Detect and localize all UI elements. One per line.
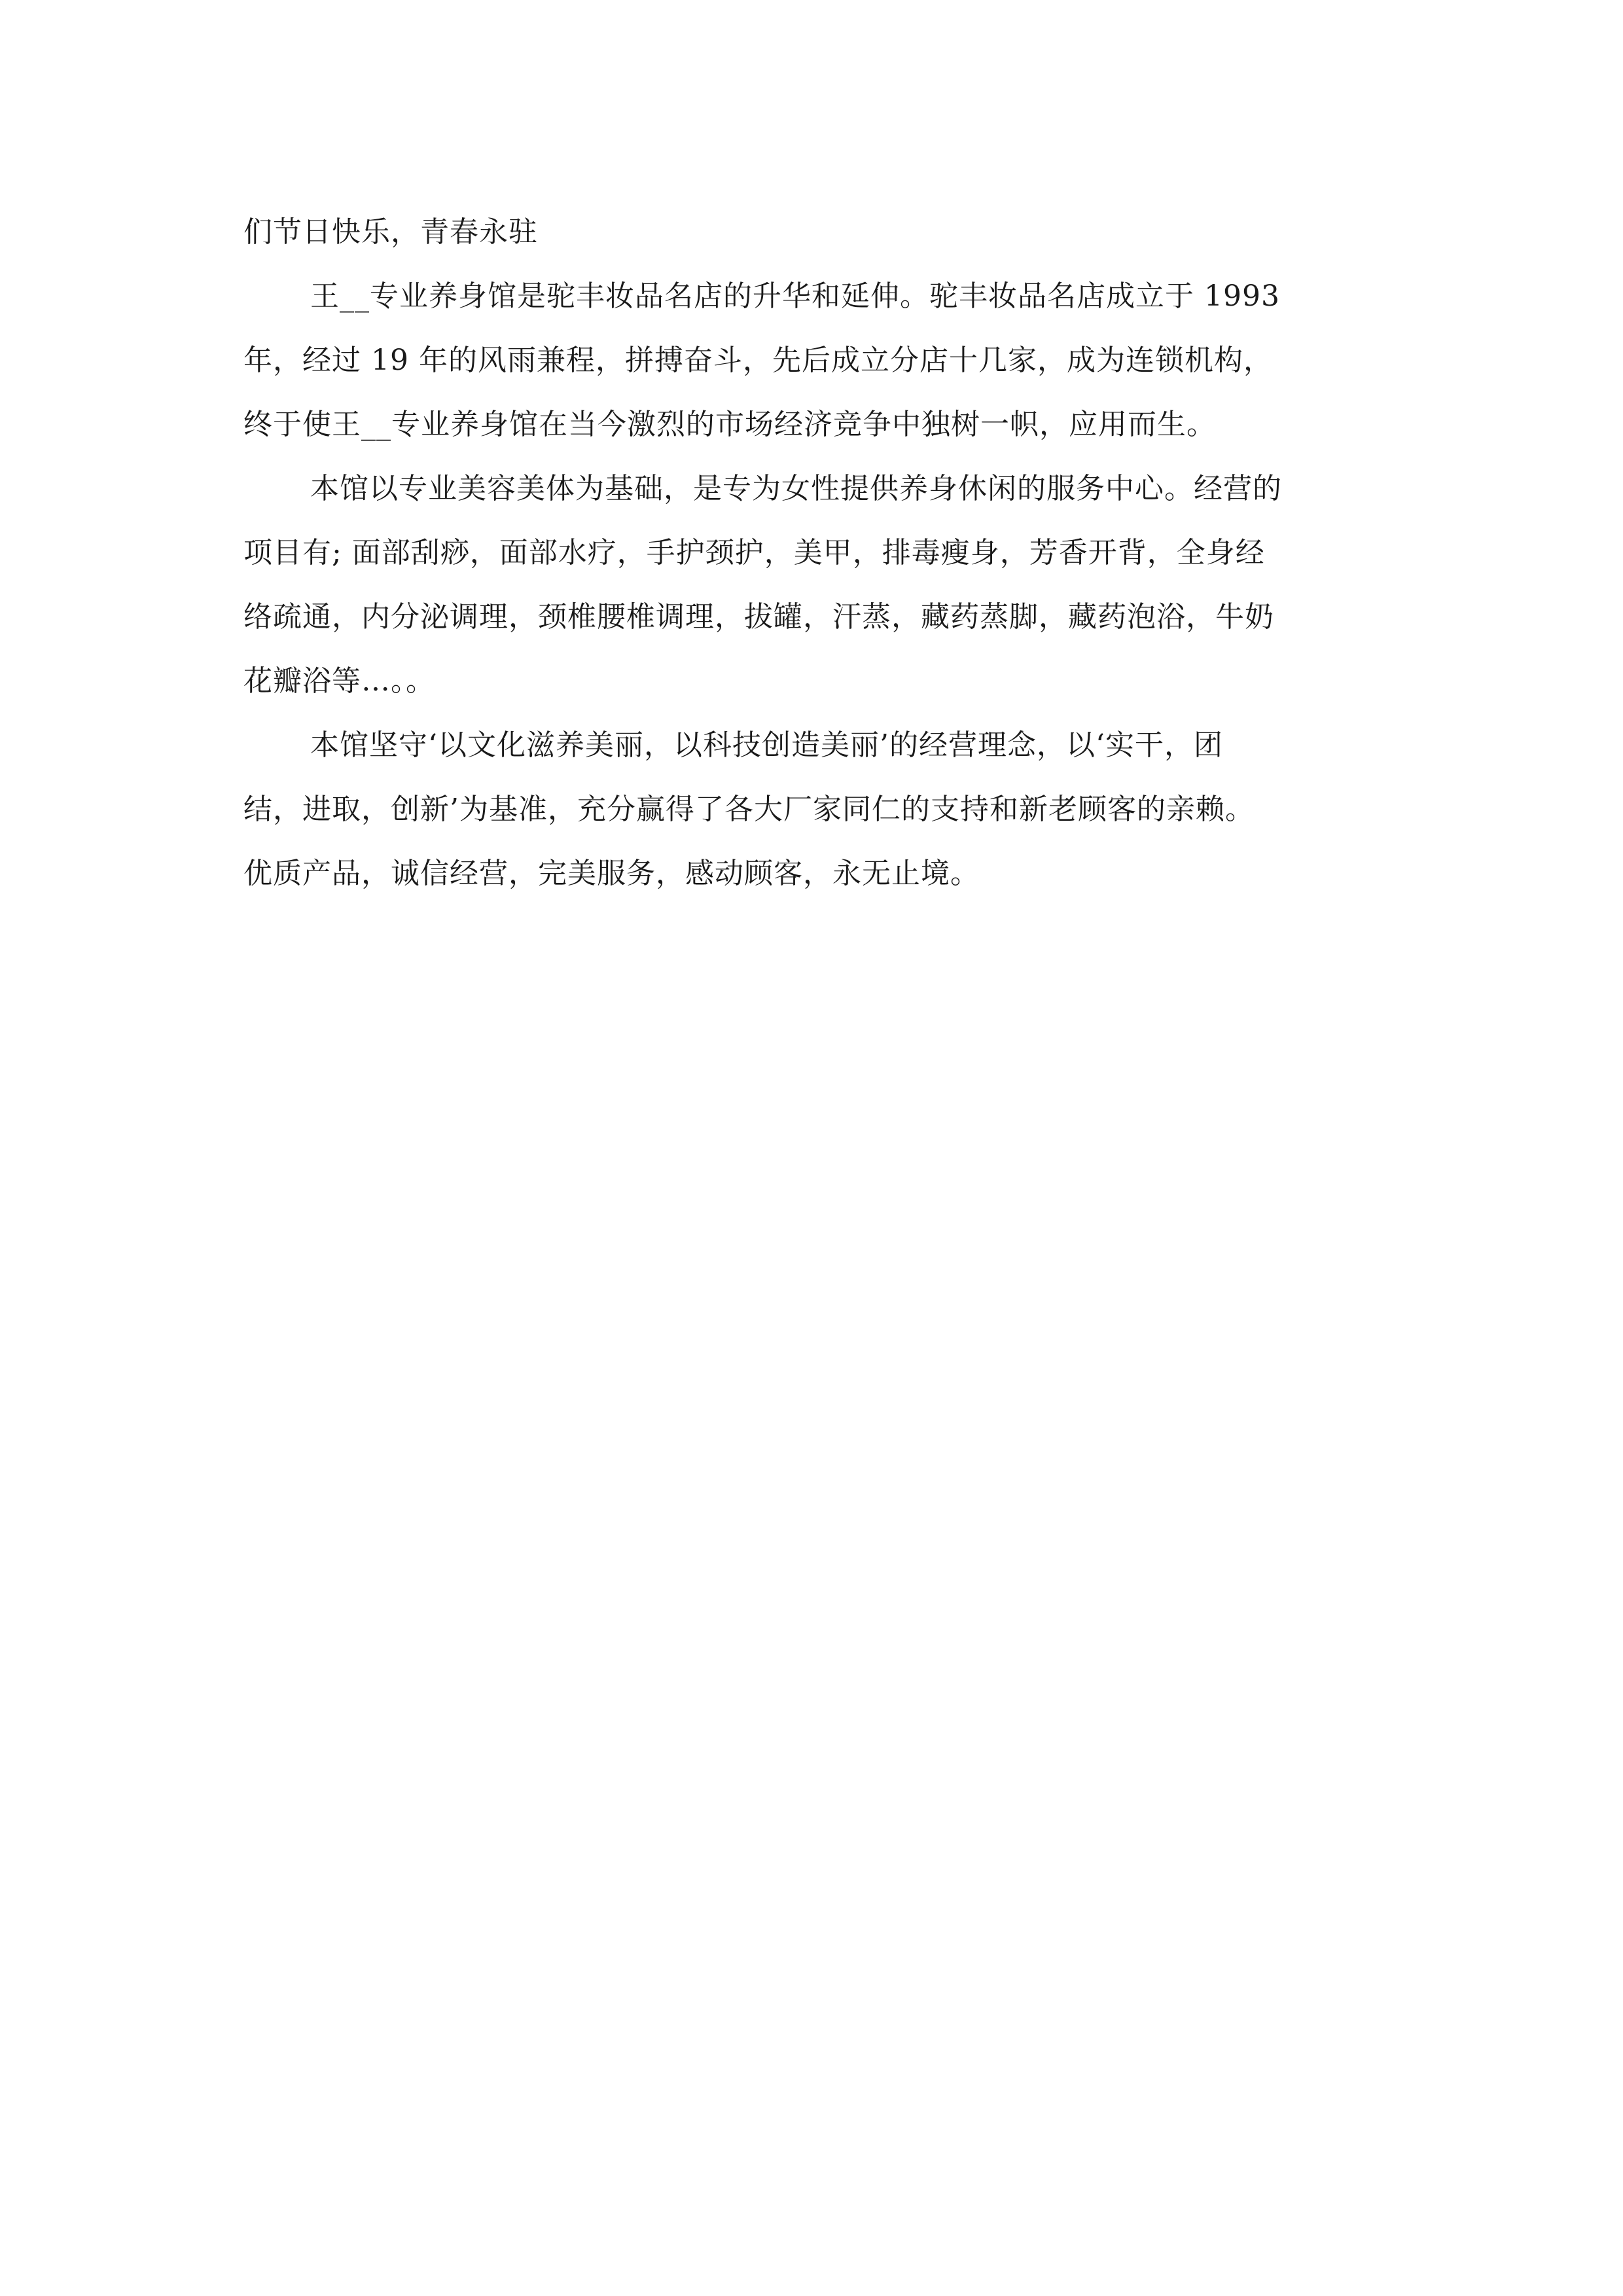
paragraph-first-line: 本馆以专业美容美体为基础，是专为女性提供养身休闲的服务中心。经营的 [310,472,1282,505]
text-line: 优质产品，诚信经营，完美服务，感动顾客，永无止境。 [243,857,980,890]
document-body [243,200,1395,906]
text-line: 年，经过 19 年的风雨兼程，拼搏奋斗，先后成立分店十几家，成为连锁机构， [243,344,1273,377]
text-line: 项目有; 面部刮痧，面部水疗，手护颈护，美甲，排毒瘦身，芳香开背，全身经 [243,536,1265,569]
text-line: 们节日快乐，青春永驻 [243,215,538,249]
paragraph-first-line: 王__专业养身馆是驼丰妆品名店的升华和延伸。驼丰妆品名店成立于 1993 [310,279,1280,313]
text-line: 络疏通，内分泌调理，颈椎腰椎调理，拔罐，汗蒸，藏药蒸脚，藏药泡浴，牛奶 [243,600,1274,634]
text-line: 终于使王__专业养身馆在当今激烈的市场经济竞争中独树一帜，应用而生。 [243,408,1216,441]
paragraph-first-line: 本馆坚守‘以文化滋养美丽，以科技创造美丽’的经营理念，以‘实干，团 [310,728,1223,762]
text-line: 花瓣浴等…。。 [243,664,435,698]
text-line: 结，进取，创新’为基准，充分赢得了各大厂家同仁的支持和新老顾客的亲赖。 [243,793,1255,826]
